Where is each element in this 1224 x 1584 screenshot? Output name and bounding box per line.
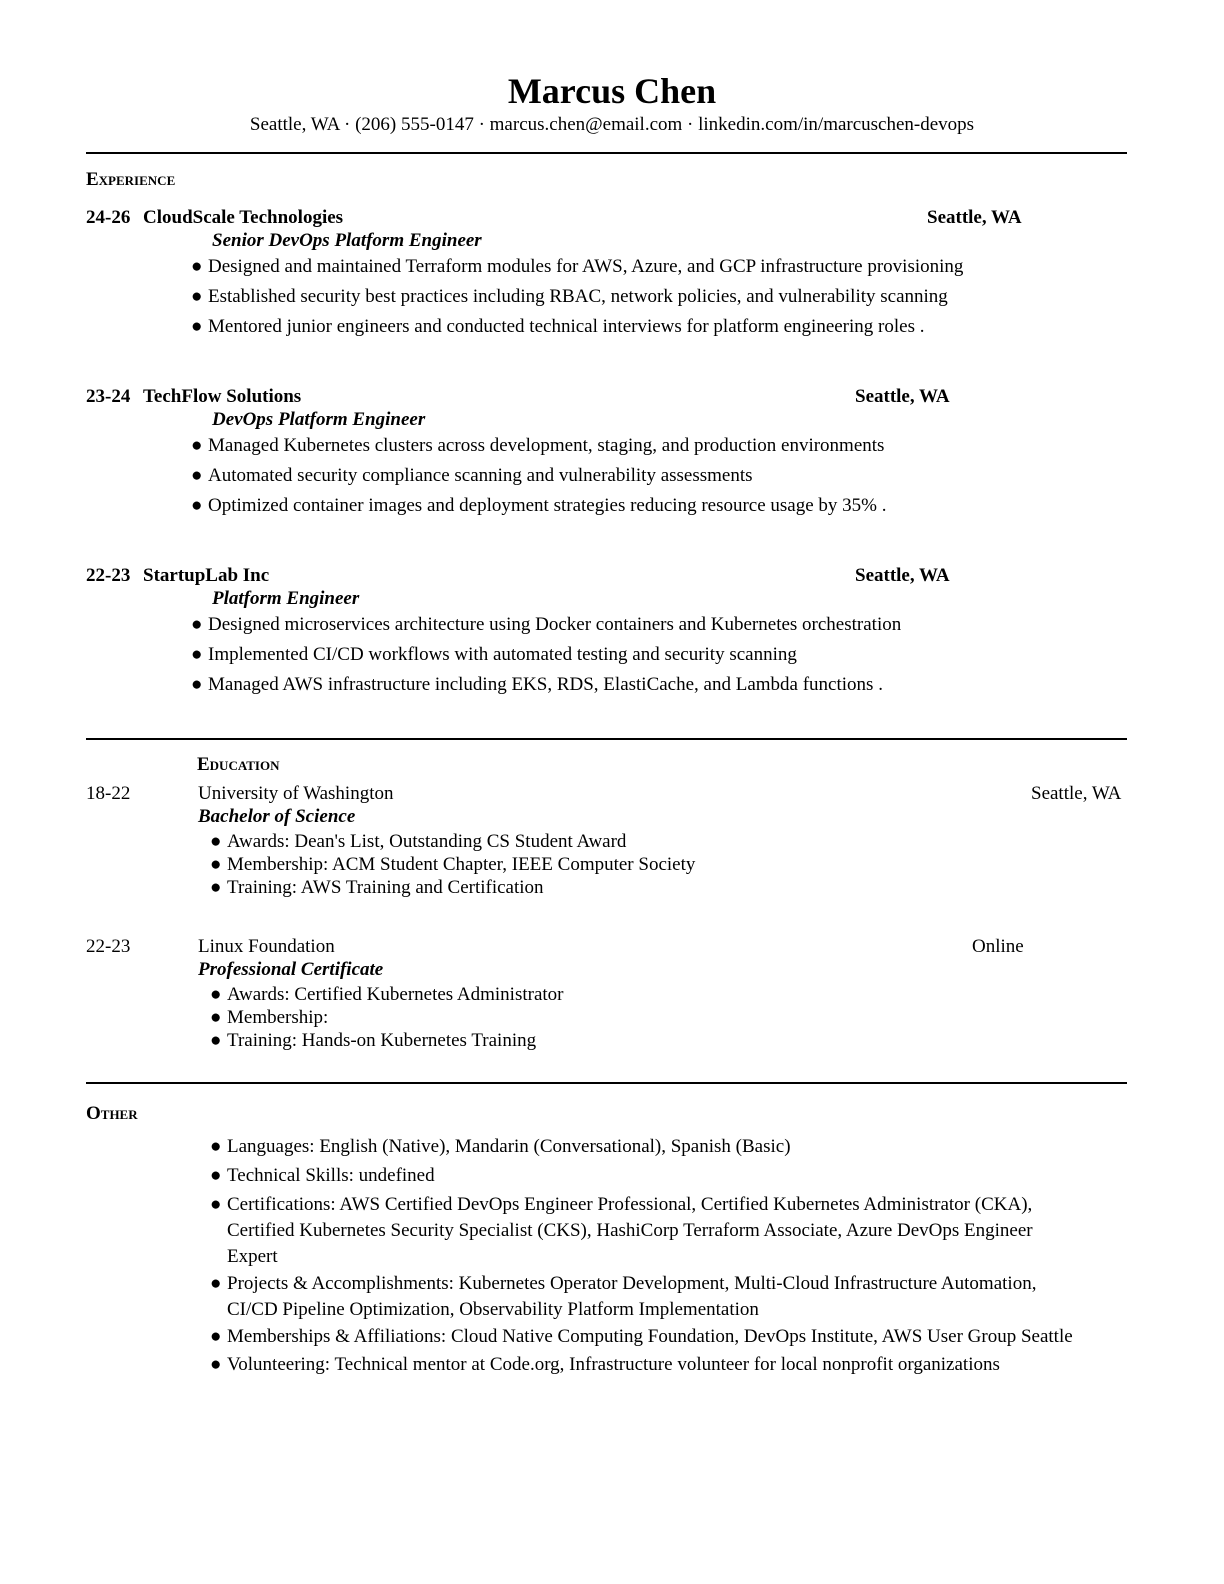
bullet-icon: ● — [191, 465, 203, 486]
divider — [86, 1082, 1127, 1084]
edu-bullet: ● Training: AWS Training and Certification — [210, 877, 544, 898]
other-item: ● Projects & Accomplishments: Kubernetes Operator Development, Multi-Cloud Infrastructure Automation, — [210, 1273, 1037, 1294]
edu-bullet: ● Awards: Dean's List, Outstanding CS Student Award — [210, 831, 627, 852]
other-item-continuation: Certified Kubernetes Security Specialist (CKS), HashiCorp Terraform Associate, Azure DevOps Engineer — [227, 1220, 1033, 1241]
edu-degree: Professional Certificate — [198, 959, 384, 980]
job-role: Platform Engineer — [212, 588, 360, 609]
bullet-icon: ● — [210, 1165, 222, 1186]
edu-school: University of Washington — [198, 783, 394, 804]
bullet-icon: ● — [210, 854, 222, 875]
other-item: ● Languages: English (Native), Mandarin (Conversational), Spanish (Basic) — [210, 1136, 791, 1157]
edu-dates: 18-22 — [86, 783, 131, 804]
bullet-icon: ● — [210, 1136, 222, 1157]
other-item: ● Memberships & Affiliations: Cloud Native Computing Foundation, DevOps Institute, AWS User Group Seattle — [210, 1326, 1073, 1347]
bullet-icon: ● — [191, 435, 203, 456]
bullet-icon: ● — [191, 286, 203, 307]
section-title-other: Other — [86, 1103, 138, 1124]
divider — [86, 738, 1127, 740]
job-dates: 22-23 — [86, 565, 131, 586]
edu-bullet: ● Awards: Certified Kubernetes Administrator — [210, 984, 564, 1005]
bullet-icon: ● — [191, 614, 203, 635]
job-bullet: ● Designed and maintained Terraform modules for AWS, Azure, and GCP infrastructure provisioning — [191, 256, 964, 277]
bullet-icon: ● — [210, 1030, 222, 1051]
job-bullet: ● Mentored junior engineers and conducted technical interviews for platform engineering roles . — [191, 316, 925, 337]
job-location: Seattle, WA — [927, 207, 1022, 228]
bullet-icon: ● — [191, 495, 203, 516]
edu-location: Seattle, WA — [1031, 783, 1122, 804]
edu-degree: Bachelor of Science — [198, 806, 356, 827]
edu-school: Linux Foundation — [198, 936, 335, 957]
bullet-icon: ● — [210, 1354, 222, 1375]
other-item: ● Volunteering: Technical mentor at Code.org, Infrastructure volunteer for local nonprofit organizations — [210, 1354, 1000, 1375]
job-location: Seattle, WA — [855, 565, 950, 586]
bullet-icon: ● — [191, 674, 203, 695]
job-bullet: ● Implemented CI/CD workflows with automated testing and security scanning — [191, 644, 797, 665]
section-title-education: Education — [197, 754, 280, 775]
job-dates: 24-26 — [86, 207, 131, 228]
job-bullet: ● Managed AWS infrastructure including EKS, RDS, ElastiCache, and Lambda functions . — [191, 674, 883, 695]
bullet-icon: ● — [210, 984, 222, 1005]
edu-bullet: ● Membership: ACM Student Chapter, IEEE Computer Society — [210, 854, 696, 875]
resume-name: Marcus Chen — [507, 71, 717, 111]
edu-dates: 22-23 — [86, 936, 131, 957]
bullet-icon: ● — [210, 877, 222, 898]
bullet-icon: ● — [210, 1273, 222, 1294]
other-item-continuation: CI/CD Pipeline Optimization, Observability Platform Implementation — [227, 1299, 759, 1320]
other-item: ● Technical Skills: undefined — [210, 1165, 435, 1186]
job-role: DevOps Platform Engineer — [212, 409, 426, 430]
bullet-icon: ● — [210, 1007, 222, 1028]
bullet-icon: ● — [191, 316, 203, 337]
edu-bullet: ● Membership: — [210, 1007, 329, 1028]
bullet-icon: ● — [191, 644, 203, 665]
job-bullet: ● Optimized container images and deployment strategies reducing resource usage by 35% . — [191, 495, 887, 516]
edu-bullet: ● Training: Hands-on Kubernetes Training — [210, 1030, 537, 1051]
job-bullet: ● Managed Kubernetes clusters across development, staging, and production environments — [191, 435, 885, 456]
bullet-icon: ● — [191, 256, 203, 277]
job-location: Seattle, WA — [855, 386, 950, 407]
other-item-continuation: Expert — [227, 1246, 278, 1267]
job-bullet: ● Established security best practices including RBAC, network policies, and vulnerability scanning — [191, 286, 948, 307]
bullet-icon: ● — [210, 831, 222, 852]
job-company: CloudScale Technologies — [143, 207, 344, 228]
bullet-icon: ● — [210, 1194, 222, 1215]
bullet-icon: ● — [210, 1326, 222, 1347]
job-company: StartupLab Inc — [143, 565, 270, 586]
job-dates: 23-24 — [86, 386, 131, 407]
job-bullet: ● Automated security compliance scanning and vulnerability assessments — [191, 465, 753, 486]
other-item: ● Certifications: AWS Certified DevOps Engineer Professional, Certified Kubernetes Administrator (CKA), — [210, 1194, 1033, 1215]
job-bullet: ● Designed microservices architecture using Docker containers and Kubernetes orchestration — [191, 614, 902, 635]
job-company: TechFlow Solutions — [143, 386, 302, 407]
divider — [86, 152, 1127, 154]
contact-line: Seattle, WA · (206) 555-0147 · marcus.chen@email.com · linkedin.com/in/marcuschen-devops — [249, 114, 975, 135]
edu-location: Online — [972, 936, 1024, 957]
job-role: Senior DevOps Platform Engineer — [212, 230, 482, 251]
section-title-experience: Experience — [86, 169, 176, 190]
